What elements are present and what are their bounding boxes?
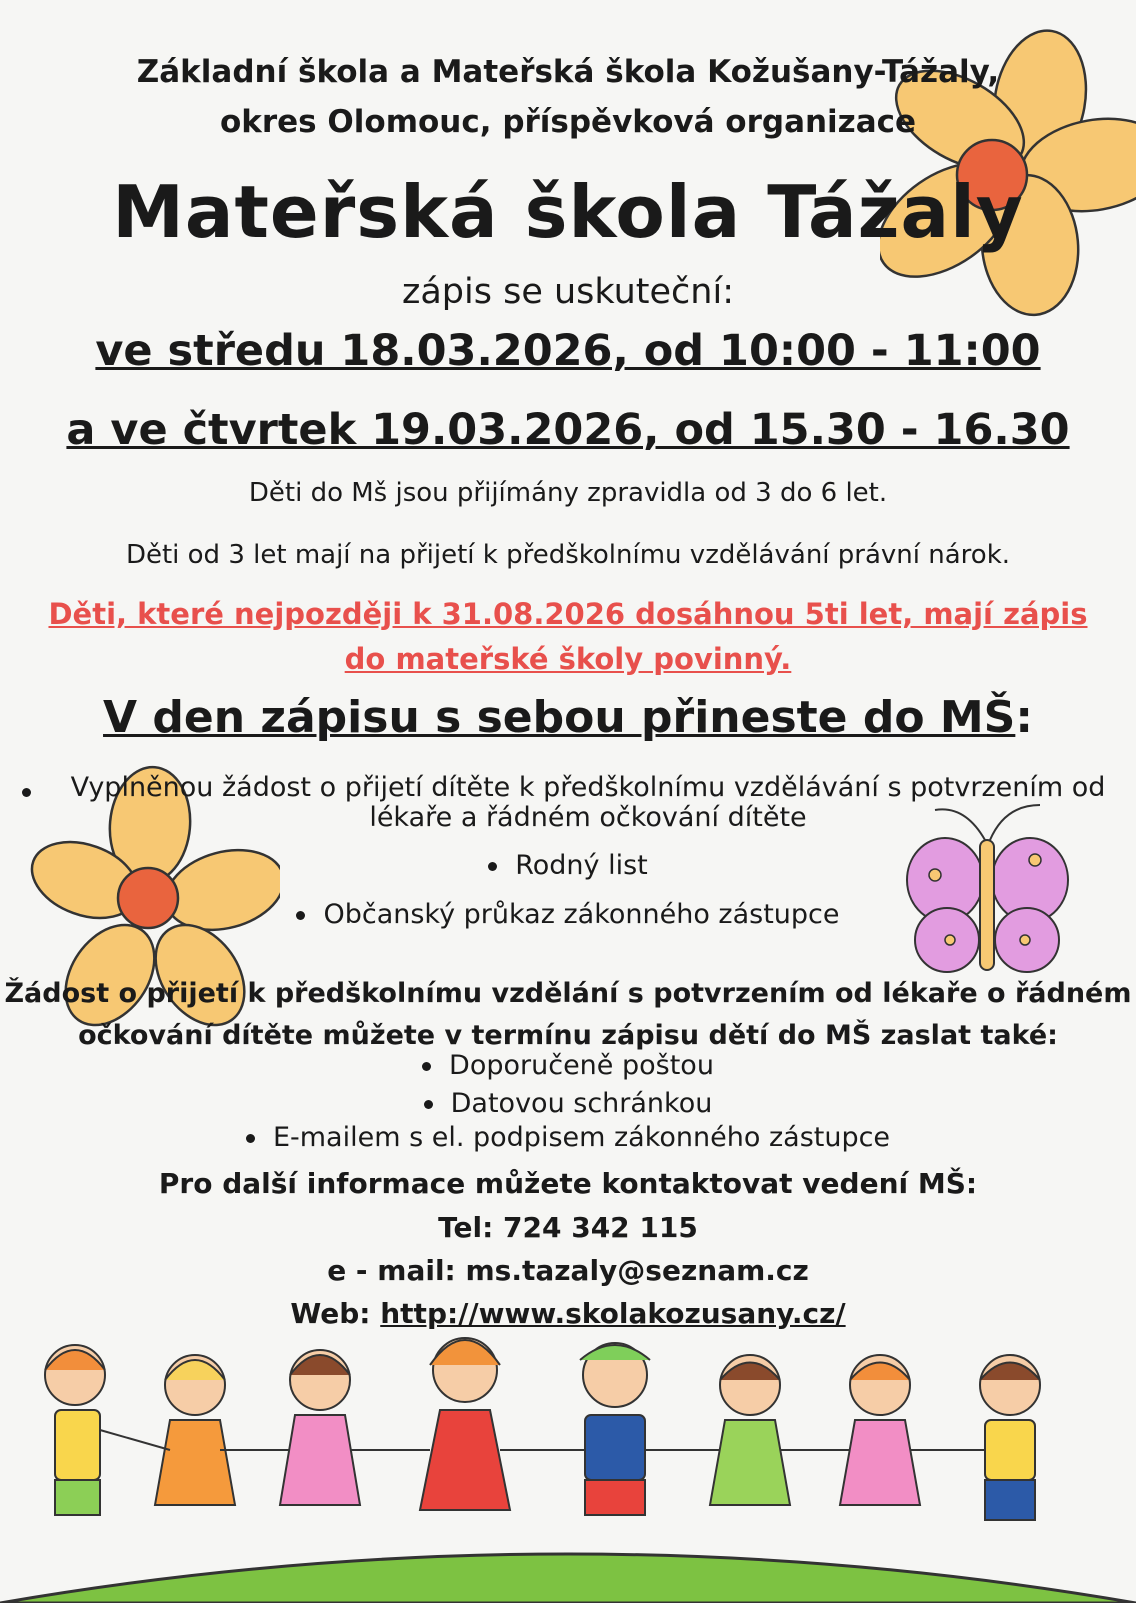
list-item: Rodný list — [0, 850, 1136, 881]
bullet-icon — [296, 911, 305, 920]
bullet-icon — [246, 1134, 255, 1143]
child-figure — [155, 1355, 235, 1505]
list-item: Datovou schránkou — [0, 1088, 1136, 1119]
note-line2: očkování dítěte můžete v termínu zápisu dětí do MŠ zaslat také: — [78, 1020, 1058, 1051]
web-label: Web: — [290, 1297, 381, 1330]
child-figure — [840, 1355, 920, 1505]
bullet-icon — [422, 1062, 431, 1071]
date-line-1: ve středu 18.03.2026, od 10:00 - 11:00 — [95, 326, 1041, 376]
contact-phone: Tel: 724 342 115 — [438, 1211, 698, 1244]
child-figure — [45, 1345, 105, 1515]
mandatory-line2: do mateřské školy povinný. — [344, 642, 792, 676]
list-item-continuation: lékaře a řádném očkování dítěte — [369, 802, 807, 833]
school-name-line2: okres Olomouc, příspěvková organizace — [219, 104, 917, 140]
list-item: E-mailem s el. podpisem zákonného zástupce — [0, 1122, 1136, 1153]
application-note — [0, 973, 1136, 1057]
subtitle: zápis se uskuteční: — [401, 272, 734, 312]
bring-heading-text: V den zápisu s sebou přineste do MŠ — [103, 692, 1016, 743]
bring-heading-colon: : — [1015, 692, 1033, 743]
child-figure — [580, 1343, 650, 1515]
note-line1: Žádost o přijetí k předškolnímu vzdělání s potvrzením od lékaře o řádném — [4, 978, 1132, 1009]
child-figure — [710, 1355, 790, 1505]
child-figure — [980, 1355, 1040, 1520]
mandatory-line1: Děti, které nejpozději k 31.08.2026 dosáhnou 5ti let, mají zápis — [48, 597, 1088, 631]
contact-heading: Pro další informace můžete kontaktovat vedení MŠ: — [158, 1167, 978, 1200]
right-info: Děti od 3 let mají na přijetí k předškolnímu vzdělávání právní nárok. — [125, 540, 1011, 570]
bullet-icon — [22, 788, 31, 797]
school-name-line1: Základní škola a Mateřská škola Kožušany-Tážaly, — [136, 54, 1000, 90]
child-figure — [280, 1350, 360, 1505]
contact-web — [0, 1297, 1136, 1330]
list-item: Doporučeně poštou — [0, 1050, 1136, 1081]
mandatory-notice — [0, 592, 1136, 682]
contact-email: e - mail: ms.tazaly@seznam.cz — [327, 1254, 809, 1287]
child-figure — [420, 1338, 510, 1510]
list-item: Občanský průkaz zákonného zástupce — [0, 899, 1136, 930]
bullet-icon — [488, 862, 497, 871]
school-name — [0, 47, 1136, 147]
page-title: Mateřská škola Tážaly — [112, 170, 1024, 254]
web-link[interactable]: http://www.skolakozusany.cz/ — [380, 1297, 846, 1330]
list-item: Vyplněnou žádost o přijetí dítěte k předškolnímu vzdělávání s potvrzením od — [0, 772, 1136, 803]
age-info: Děti do Mš jsou přijímány zpravidla od 3 do 6 let. — [248, 478, 888, 508]
bullet-icon — [424, 1100, 433, 1109]
bring-heading — [0, 692, 1136, 743]
date-line-2: a ve čtvrtek 19.03.2026, od 15.30 - 16.30 — [66, 405, 1070, 455]
children-illustration — [0, 1330, 1136, 1603]
